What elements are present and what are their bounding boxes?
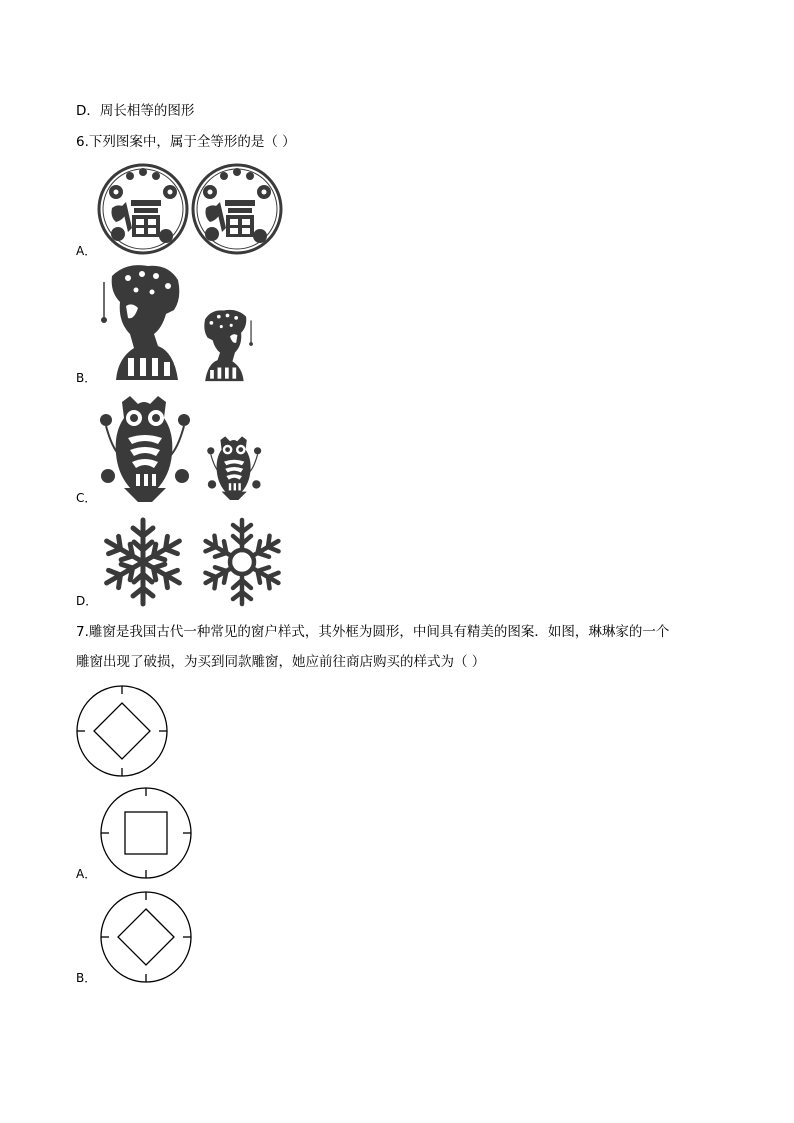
- fu-papercut-icon: [99, 165, 187, 253]
- opera-figure-papercut-icon: [101, 265, 179, 380]
- q7-stem-line2: 雕窗出现了破损，为买到同款雕窗，她应前往商店购买的样式为（ ）: [76, 654, 486, 670]
- snowflake-icon: [201, 520, 283, 604]
- q7-option-a-label: A．: [76, 867, 97, 881]
- q6-option-d-label: D．: [76, 594, 98, 608]
- q6-option-a-figure: [98, 162, 298, 262]
- owl-papercut-icon: [100, 396, 190, 502]
- q6-option-a-label: A．: [76, 244, 97, 258]
- q7-option-b-figure: [98, 890, 194, 986]
- q6-option-b-label: B．: [76, 371, 97, 385]
- q7-broken-window-figure: [74, 684, 170, 780]
- prev-option-d: D．周长相等的图形: [76, 103, 195, 119]
- q6-stem: 6.下列图案中，属于全等形的是（ ）: [76, 134, 296, 150]
- q6-option-c-label: C．: [76, 491, 97, 505]
- opera-figure-papercut-icon: [204, 310, 253, 381]
- snowflake-icon: [102, 520, 185, 604]
- fu-papercut-icon: [193, 165, 281, 253]
- q6-option-d-figure: [98, 516, 298, 608]
- q7-stem-line1: 7.雕窗是我国古代一种常见的窗户样式，其外框为圆形，中间具有精美的图案．如图，琳琳家的一个: [76, 624, 670, 640]
- q6-option-b-figure: [96, 262, 266, 384]
- q7-option-a-figure: [98, 786, 194, 882]
- q7-option-b-label: B．: [76, 971, 97, 985]
- q6-option-c-figure: [98, 392, 268, 502]
- owl-papercut-icon: [207, 436, 261, 500]
